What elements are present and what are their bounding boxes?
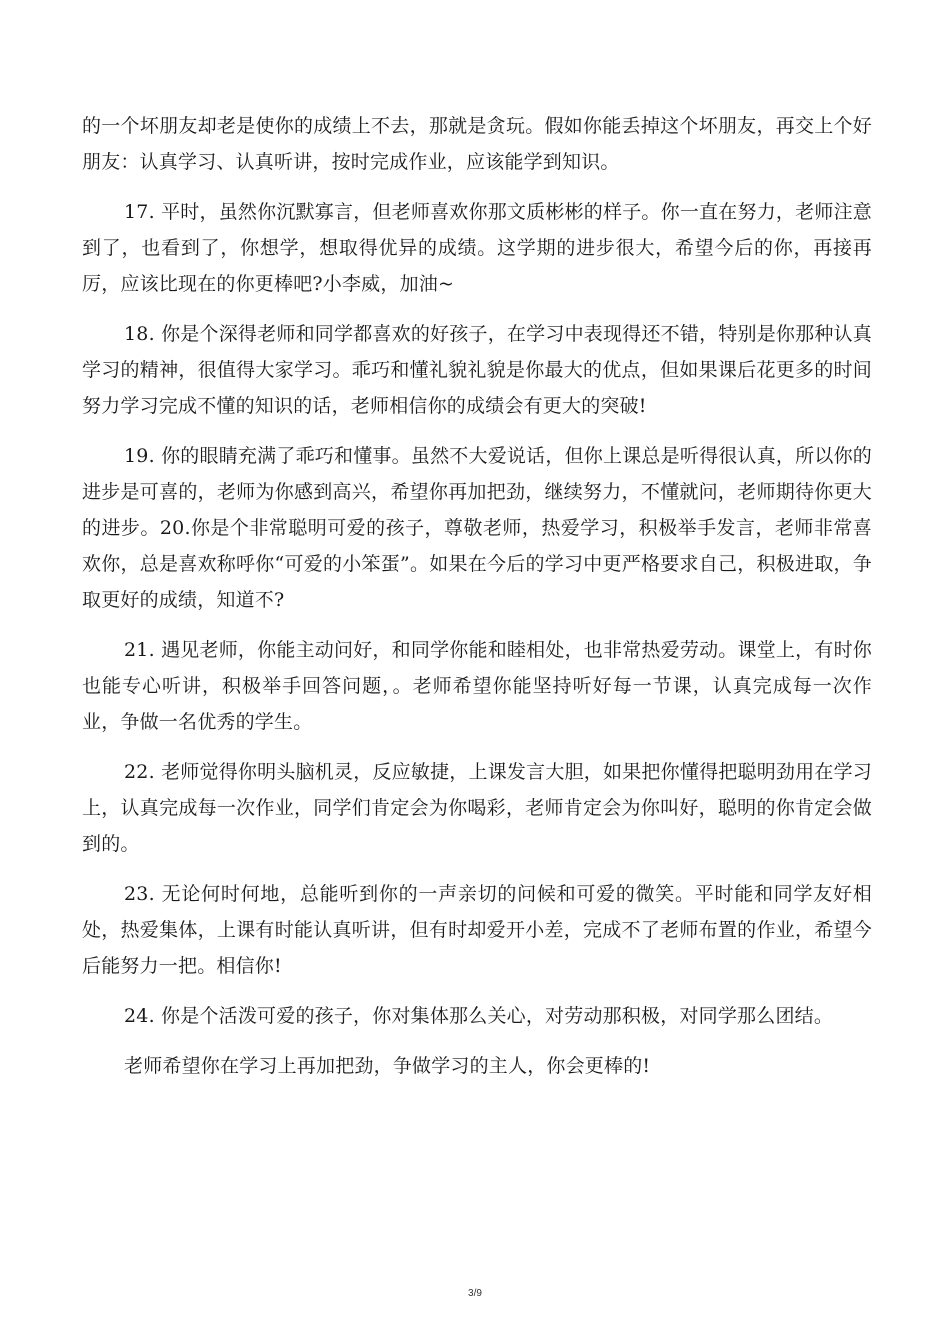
paragraph-comment-23: 23. 无论何时何地，总能听到你的一声亲切的问候和可爱的微笑。平时能和同学友好相处，热爱集体，上课有时能认真听讲，但有时却爱开小差，完成不了老师布置的作业，希望今后能努力一把。相信你! — [82, 883, 872, 977]
paragraph-continued: 的一个坏朋友却老是使你的成绩上不去，那就是贪玩。假如你能丢掉这个坏朋友，再交上个好朋友：认真学习、认真听讲，按时完成作业，应该能学到知识。 — [82, 115, 872, 173]
paragraph-comment-24: 24. 你是个活泼可爱的孩子，你对集体那么关心，对劳动那积极，对同学那么团结。 — [124, 1005, 834, 1027]
paragraph-comment-18: 18. 你是个深得老师和同学都喜欢的好孩子，在学习中表现得还不错，特别是你那种认真学习的精神，很值得大家学习。乖巧和懂礼貌礼貌是你最大的优点，但如果课后花更多的时间努力学习完成不懂的知识的话，老师相信你的成绩会有更大的突破! — [82, 323, 872, 417]
paragraph-comment-22: 22. 老师觉得你明头脑机灵，反应敏捷，上课发言大胆，如果把你懂得把聪明劲用在学习上，认真完成每一次作业，同学们肯定会为你喝彩，老师肯定会为你叫好，聪明的你肯定会做到的。 — [82, 761, 872, 855]
paragraph-comment-19-20: 19. 你的眼睛充满了乖巧和懂事。虽然不大爱说话，但你上课总是听得很认真，所以你的进步是可喜的，老师为你感到高兴，希望你再加把劲，继续努力，不懂就问，老师期待你更大的进步。20.你是个非常聪明可爱的孩子，尊敬老师，热爱学习，积极举手发言，老师非常喜欢你，总是喜欢称呼你“可爱的小笨蛋”。如果在今后的学习中更严格要求自己，积极进取，争取更好的成绩，知道不? — [82, 445, 872, 611]
paragraph-closing: 老师希望你在学习上再加把劲，争做学习的主人，你会更棒的! — [124, 1055, 651, 1077]
paragraph-comment-21: 21. 遇见老师，你能主动问好，和同学你能和睦相处，也非常热爱劳动。课堂上，有时你也能专心听讲，积极举手回答问题，。老师希望你能坚持听好每一节课，认真完成每一次作业，争做一名优秀的学生。 — [82, 639, 872, 733]
document-body — [82, 108, 872, 1098]
paragraph-comment-17: 17. 平时，虽然你沉默寡言，但老师喜欢你那文质彬彬的样子。你一直在努力，老师注意到了，也看到了，你想学，想取得优异的成绩。这学期的进步很大，希望今后的你，再接再厉，应该比现在的你更棒吧?小李威，加油~ — [82, 201, 872, 295]
page-number: 3/9 — [468, 1288, 482, 1299]
